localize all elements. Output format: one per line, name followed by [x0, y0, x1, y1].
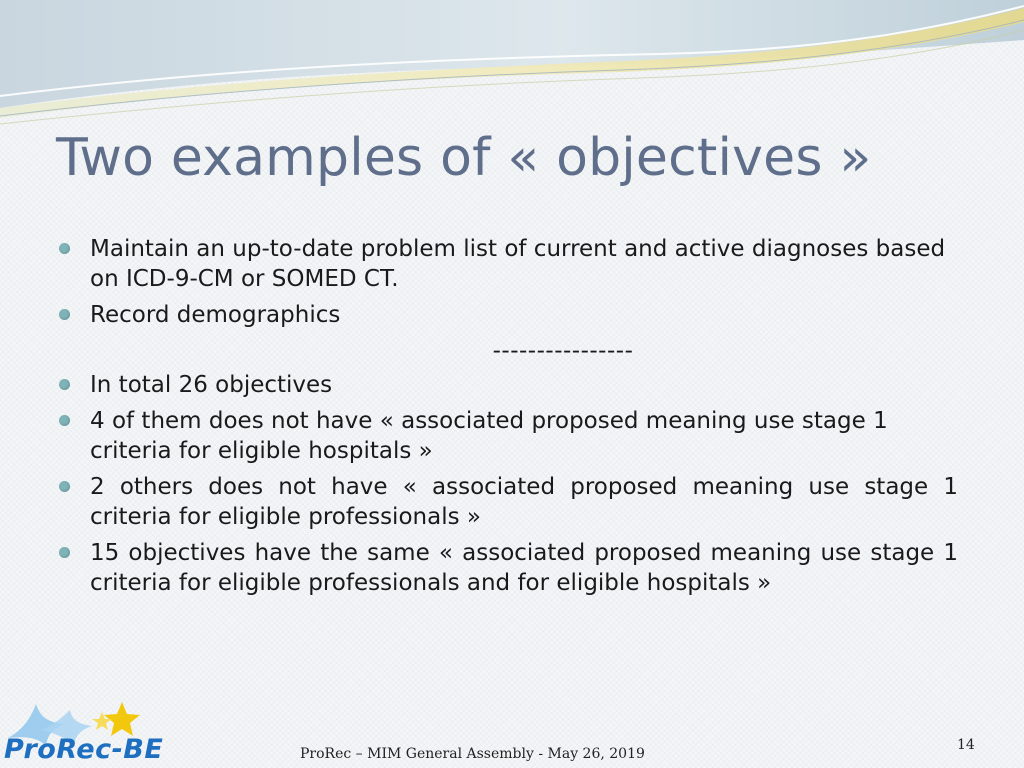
bullet-item	[58, 300, 958, 330]
bullet-dot-icon	[59, 243, 70, 254]
bullet-item	[58, 538, 958, 598]
bullet-dot-icon	[59, 547, 70, 558]
bullet-item	[58, 406, 958, 466]
bullet-dot-icon	[59, 415, 70, 426]
bullet-text: 2 others does not have « associated proposed meaning use stage 1 criteria for eligible professionals »	[90, 474, 958, 530]
bullet-item	[58, 472, 958, 532]
bullet-item	[58, 234, 958, 294]
decorative-header-wave	[0, 0, 1024, 130]
slide-title: Two examples of « objectives »	[56, 128, 872, 188]
bullet-text: 4 of them does not have « associated proposed meaning use stage 1 criteria for eligible hospitals »	[90, 408, 888, 464]
bullet-dot-icon	[59, 379, 70, 390]
bullet-dot-icon	[59, 309, 70, 320]
separator-dashes: ----------------	[492, 338, 634, 364]
bullet-text: Record demographics	[90, 302, 341, 328]
page-number: 14	[957, 737, 975, 753]
footer-text: ProRec – MIM General Assembly - May 26, 2019	[300, 746, 645, 762]
logo-text: ProRec-BE	[4, 734, 164, 765]
bullet-list	[58, 234, 958, 604]
bullet-item	[58, 370, 958, 400]
bullet-text: Maintain an up-to-date problem list of current and active diagnoses based on ICD-9-CM or SOMED CT.	[90, 236, 946, 292]
bullet-dot-icon	[59, 481, 70, 492]
bullet-text: 15 objectives have the same « associated proposed meaning use stage 1 criteria for eligible professionals and for eligible hospitals »	[90, 540, 958, 596]
bullet-text: In total 26 objectives	[90, 372, 333, 398]
